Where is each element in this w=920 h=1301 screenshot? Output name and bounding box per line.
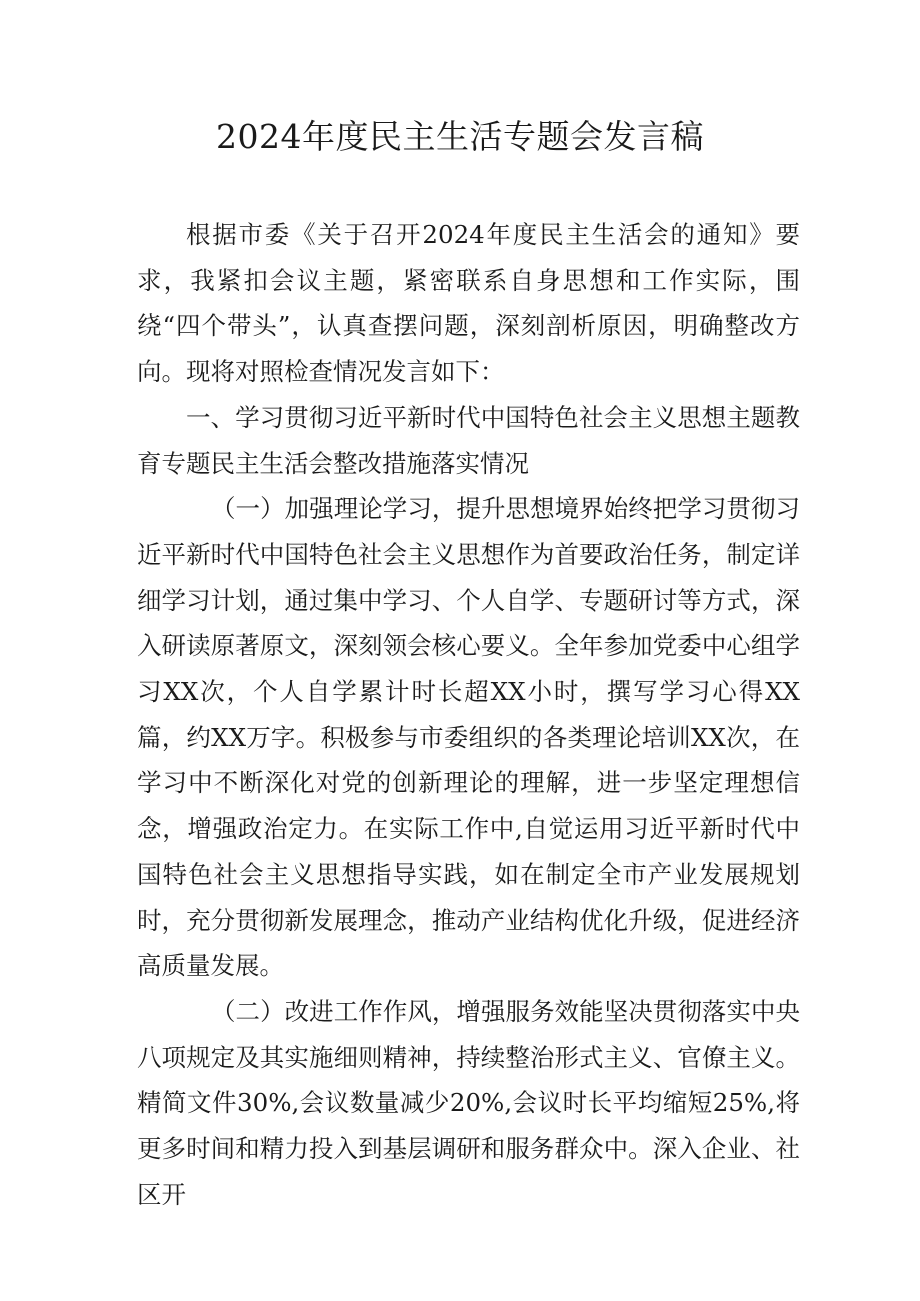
subsection-paragraph-1: （一）加强理论学习，提升思想境界始终把学习贯彻习近平新时代中国特色社会主义思想作为首要政治任务，制定详细学习计划，通过集中学习、个人自学、专题研讨等方式，深入研读原著原文，深刻领会核心要义。全年参加党委中心组学习XX次，个人自学累计时长超XX小时，撰写学习心得XX篇，约XX万字。积极参与市委组织的各类理论培训XX次，在学习中不断深化对党的创新理论的理解，进一步坚定理想信念，增强政治定力。在实际工作中,自觉运用习近平新时代中国特色社会主义思想指导实践，如在制定全市产业发展规划时，充分贯彻新发展理念，推动产业结构优化升级，促进经济高质量发展。 bbox=[137, 494, 800, 981]
intro-paragraph: 根据市委《关于召开2024年度民主生活会的通知》要求，我紧扣会议主题，紧密联系自身思想和工作实际，围绕“四个带头”，认真查摆问题，深刻剖析原因，明确整改方向。现将对照检查情况发言如下： bbox=[137, 220, 800, 387]
document-body bbox=[137, 212, 800, 1217]
subsection-paragraph-2: （二）改进工作作风，增强服务效能坚决贯彻落实中央八项规定及其实施细则精神，持续整治形式主义、官僚主义。精简文件30%,会议数量减少20%,会议时长平均缩短25%,将更多时间和精力投入到基层调研和服务群众中。深入企业、社区开 bbox=[137, 996, 800, 1209]
section-heading-1: 一、学习贯彻习近平新时代中国特色社会主义思想主题教育专题民主生活会整改措施落实情况 bbox=[137, 402, 800, 478]
document-title: 2024年度民主生活专题会发言稿 bbox=[216, 117, 704, 156]
